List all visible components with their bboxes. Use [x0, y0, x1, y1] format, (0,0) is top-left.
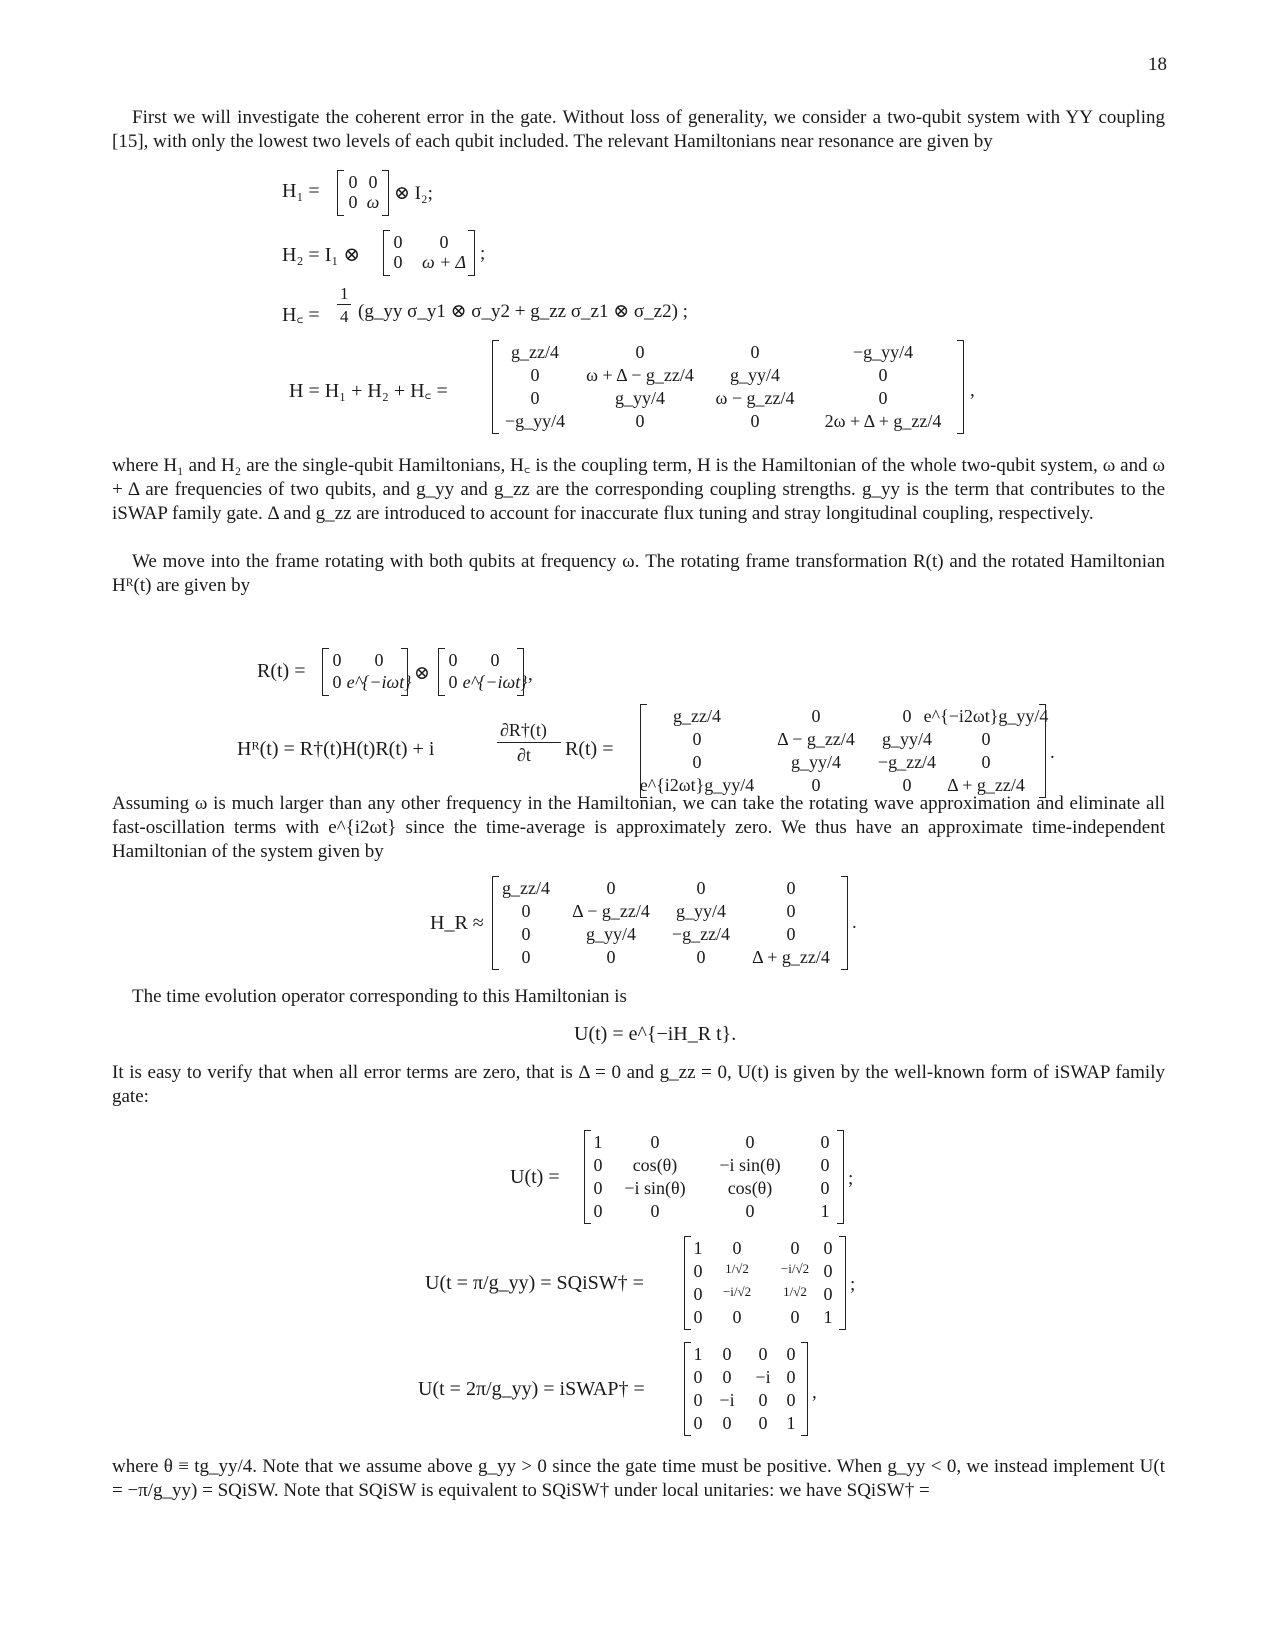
matrix-cell: 0 [823, 1261, 833, 1281]
paragraph-rotating-frame: We move into the frame rotating with both qubits at frequency ω. The rotating frame transformation R(t) and the rotated Hamiltonian Hᴿ(t) are given by [112, 551, 1165, 596]
matrix-cell: −i/√2 [722, 1284, 752, 1299]
matrix-cell: 0 [530, 388, 540, 408]
eq-h1-rhs: ⊗ I₂; [394, 183, 433, 204]
matrix-cell: 0 [790, 1307, 800, 1327]
matrix-cell: 0 [745, 1201, 755, 1221]
matrix-cell: 0 [732, 1307, 742, 1327]
matrix-cell: 0 [635, 411, 645, 431]
matrix-cell: 0 [593, 1178, 603, 1198]
matrix-cell: e^{−iωt} [346, 672, 412, 692]
eq-hc-frac-den: 4 [340, 307, 349, 326]
matrix-cell: 0 [811, 775, 821, 795]
matrix-cell: 0 [693, 1261, 703, 1281]
matrix-cell: 0 [786, 878, 796, 898]
matrix-cell: g_yy/4 [675, 901, 727, 921]
matrix-cell: 0 [981, 729, 991, 749]
matrix-cell: 0 [758, 1413, 768, 1433]
matrix-cell: 0 [393, 232, 403, 252]
matrix-cell: −g_zz/4 [671, 924, 731, 944]
matrix-cell: 0 [820, 1155, 830, 1175]
eq-ut: U(t) = e^{−iH_R t}. [574, 1023, 737, 1045]
matrix-cell: ω + Δ − g_zz/4 [586, 365, 694, 385]
matrix-cell: 0 [521, 924, 531, 944]
paragraph-rwa: Assuming ω is much larger than any other frequency in the Hamiltonian, we can take the rotating wave approximation and eliminate all fast-oscillation terms with e^{i2ωt} since the time-average is approximately zero. We thus have an approximate time-independent Hamiltonian of the system given by [112, 793, 1165, 862]
matrix-cell: cos(θ) [727, 1178, 773, 1198]
eq-is-lhs: U(t = 2π/g_yy) = iSWAP† = [418, 1378, 645, 1400]
matrix-cell: 1 [693, 1238, 703, 1258]
matrix-cell: 0 [593, 1155, 603, 1175]
matrix-cell: 1/√2 [783, 1284, 807, 1299]
eq-is-trail: , [812, 1382, 817, 1403]
matrix-cell: 0 [696, 947, 706, 967]
matrix-cell: 0 [606, 947, 616, 967]
matrix-cell: g_zz/4 [502, 878, 550, 898]
matrix-cell: g_zz/4 [511, 342, 559, 362]
matrix-cell: 0 [820, 1132, 830, 1152]
matrix-cell: 0 [786, 924, 796, 944]
matrix-cell: g_yy/4 [614, 388, 666, 408]
matrix-cell: 0 [750, 411, 760, 431]
eq-hc-lhs: H꜀ = [282, 304, 320, 326]
matrix-cell: 1 [593, 1132, 603, 1152]
paragraph-theta: where θ ≡ tg_yy/4. Note that we assume above g_yy > 0 since the gate time must be positive. When g_yy < 0, we instead implement U(t = −π/g_yy) = SQiSW. Note that SQiSW is equivalent to SQiSW† under local unitaries: we have SQiSW† = [112, 1456, 1165, 1501]
matrix-cell: 0 [635, 342, 645, 362]
matrix-cell: 1/√2 [725, 1261, 749, 1276]
matrix-cell: 0 [439, 232, 449, 252]
eq-u-trail: ; [848, 1168, 854, 1189]
matrix-cell: 0 [374, 650, 384, 670]
matrix-cell: g_yy/4 [790, 752, 842, 772]
eq-hrapprox-trail: . [852, 912, 857, 933]
eq-hc-rhs: (g_yy σ_y1 ⊗ σ_y2 + g_zz σ_z1 ⊗ σ_z2) ; [358, 301, 688, 322]
matrix-cell: 0 [758, 1344, 768, 1364]
matrix-cell: g_yy/4 [881, 729, 933, 749]
matrix-cell: Δ − g_zz/4 [777, 729, 855, 749]
matrix-u [584, 1130, 844, 1224]
matrix-cell: −g_yy/4 [504, 411, 566, 431]
matrix-cell: 0 [393, 252, 403, 272]
matrix-cell: 0 [722, 1367, 732, 1387]
matrix-cell: cos(θ) [632, 1155, 678, 1175]
matrix-cell: 0 [722, 1344, 732, 1364]
matrix-cell: 0 [732, 1238, 742, 1258]
matrix-cell: 0 [521, 947, 531, 967]
matrix-cell: 0 [823, 1284, 833, 1304]
matrix-cell: Δ + g_zz/4 [752, 947, 830, 967]
matrix-cell: −g_yy/4 [852, 342, 914, 362]
matrix-cell: 0 [696, 878, 706, 898]
matrix-cell: 0 [758, 1390, 768, 1410]
eq-h2-rhs: ; [480, 243, 486, 264]
paragraph-time-evolution: The time evolution operator corresponding to this Hamiltonian is [132, 986, 627, 1007]
eq-u-lhs: U(t) = [510, 1166, 560, 1188]
matrix-cell: ω [366, 192, 380, 212]
paragraph-verify: It is easy to verify that when all error terms are zero, that is Δ = 0 and g_zz = 0, U(t) is given by the well-known form of iSWAP family gate: [112, 1062, 1165, 1107]
matrix-cell: ω − g_zz/4 [715, 388, 795, 408]
matrix-cell: 0 [811, 706, 821, 726]
eq-h2-lhs: H₂ = I₁ ⊗ [282, 244, 361, 266]
matrix-cell: 0 [448, 650, 458, 670]
matrix-cell: 0 [786, 1344, 796, 1364]
matrix-h1 [337, 170, 389, 216]
matrix-cell: 1 [823, 1307, 833, 1327]
matrix-cell: −i [719, 1390, 735, 1410]
matrix-cell: 0 [745, 1132, 755, 1152]
matrix-cell: 0 [786, 901, 796, 921]
eq-hr-trail: . [1050, 742, 1055, 763]
matrix-cell: 0 [650, 1201, 660, 1221]
matrix-cell: 0 [593, 1201, 603, 1221]
matrix-cell: −i/√2 [780, 1261, 810, 1276]
eq-hr-lhs: Hᴿ(t) = R†(t)H(t)R(t) + i [237, 738, 435, 760]
matrix-cell: 0 [332, 650, 342, 670]
matrix-cell: 0 [368, 172, 378, 192]
matrix-cell: 2ω + Δ + g_zz/4 [824, 411, 942, 431]
matrix-cell: g_yy/4 [585, 924, 637, 944]
matrix-cell: 0 [332, 672, 342, 692]
matrix-cell: 0 [348, 172, 358, 192]
eq-hr-mid: R(t) = [565, 738, 614, 760]
paragraph-intro: First we will investigate the coherent error in the gate. Without loss of generality, we consider a two-qubit system with YY coupling [15], with only the lowest two levels of each qubit included. The relevant Hamiltonians near resonance are given by [112, 107, 1165, 152]
matrix-cell: e^{−iωt} [462, 672, 528, 692]
eq-r-trail: , [528, 664, 533, 685]
matrix-sqisw [684, 1236, 846, 1330]
eq-r-mid: ⊗ [414, 663, 430, 684]
matrix-cell: 1 [820, 1201, 830, 1221]
eq-hr-frac-num: ∂R†(t) [500, 720, 547, 740]
matrix-cell: 0 [902, 706, 912, 726]
matrix-cell: 0 [902, 775, 912, 795]
eq-sq-trail: ; [850, 1274, 856, 1295]
matrix-cell: 0 [692, 729, 702, 749]
matrix-cell: 0 [692, 752, 702, 772]
matrix-cell: 0 [650, 1132, 660, 1152]
page-number: 18 [1148, 54, 1167, 75]
matrix-cell: 0 [606, 878, 616, 898]
matrix-cell: 0 [750, 342, 760, 362]
matrix-cell: 0 [490, 650, 500, 670]
matrix-cell: 0 [878, 365, 888, 385]
matrix-cell: 0 [786, 1367, 796, 1387]
eq-r-lhs: R(t) = [257, 660, 306, 682]
matrix-cell: 0 [722, 1413, 732, 1433]
matrix-r-2 [438, 648, 528, 696]
matrix-cell: 0 [981, 752, 991, 772]
eq-hr-frac-den: ∂t [517, 745, 531, 765]
matrix-cell: 1 [693, 1344, 703, 1364]
matrix-cell: −g_zz/4 [877, 752, 937, 772]
matrix-iswap [684, 1342, 808, 1436]
eq-sq-lhs: U(t = π/g_yy) = SQiSW† = [425, 1272, 644, 1294]
matrix-cell: ω + Δ [421, 252, 467, 272]
matrix-hrapprox [492, 876, 848, 970]
matrix-cell: 0 [693, 1367, 703, 1387]
matrix-cell: 0 [521, 901, 531, 921]
matrix-cell: Δ + g_zz/4 [947, 775, 1025, 795]
matrix-h2 [383, 230, 475, 276]
matrix-cell: 0 [786, 1390, 796, 1410]
matrix-cell: −i [755, 1367, 771, 1387]
matrix-cell: −i sin(θ) [719, 1155, 781, 1175]
matrix-hr [639, 704, 1049, 798]
matrix-cell: 0 [448, 672, 458, 692]
matrix-r-1 [322, 648, 412, 696]
matrix-cell: g_yy/4 [729, 365, 781, 385]
matrix-cell: 0 [878, 388, 888, 408]
eq-hc-frac-num: 1 [340, 284, 349, 303]
matrix-h [492, 340, 964, 434]
matrix-cell: 0 [823, 1238, 833, 1258]
matrix-cell: 0 [820, 1178, 830, 1198]
matrix-cell: 0 [790, 1238, 800, 1258]
fraction-bar [497, 742, 561, 743]
eq-h1-lhs: H₁ = [282, 180, 320, 202]
matrix-cell: 0 [693, 1413, 703, 1433]
matrix-cell: 0 [693, 1390, 703, 1410]
matrix-cell: 0 [348, 192, 358, 212]
fraction-bar [337, 304, 351, 305]
paragraph-hamiltonian-description: where H₁ and H₂ are the single-qubit Hamiltonians, H꜀ is the coupling term, H is the Hamiltonian of the whole two-qubit system, ω and ω + Δ are frequencies of two qubits, and g_yy and g_zz are the corresponding coupling strengths. g_yy is the term that contributes to the iSWAP family gate. Δ and g_zz are introduced to account for inaccurate flux tuning and stray longitudinal coupling, respectively. [112, 455, 1165, 524]
matrix-cell: 0 [530, 365, 540, 385]
eq-h-lhs: H = H₁ + H₂ + H꜀ = [289, 380, 448, 402]
matrix-cell: e^{i2ωt}g_yy/4 [639, 775, 755, 795]
matrix-cell: e^{−i2ωt}g_yy/4 [923, 706, 1049, 726]
matrix-cell: 0 [693, 1307, 703, 1327]
matrix-cell: 0 [693, 1284, 703, 1304]
matrix-cell: −i sin(θ) [624, 1178, 686, 1198]
matrix-cell: Δ − g_zz/4 [572, 901, 650, 921]
eq-h-trail: , [970, 380, 975, 401]
eq-hrapprox-lhs: H_R ≈ [430, 912, 484, 934]
matrix-cell: 1 [786, 1413, 796, 1433]
matrix-cell: g_zz/4 [673, 706, 721, 726]
